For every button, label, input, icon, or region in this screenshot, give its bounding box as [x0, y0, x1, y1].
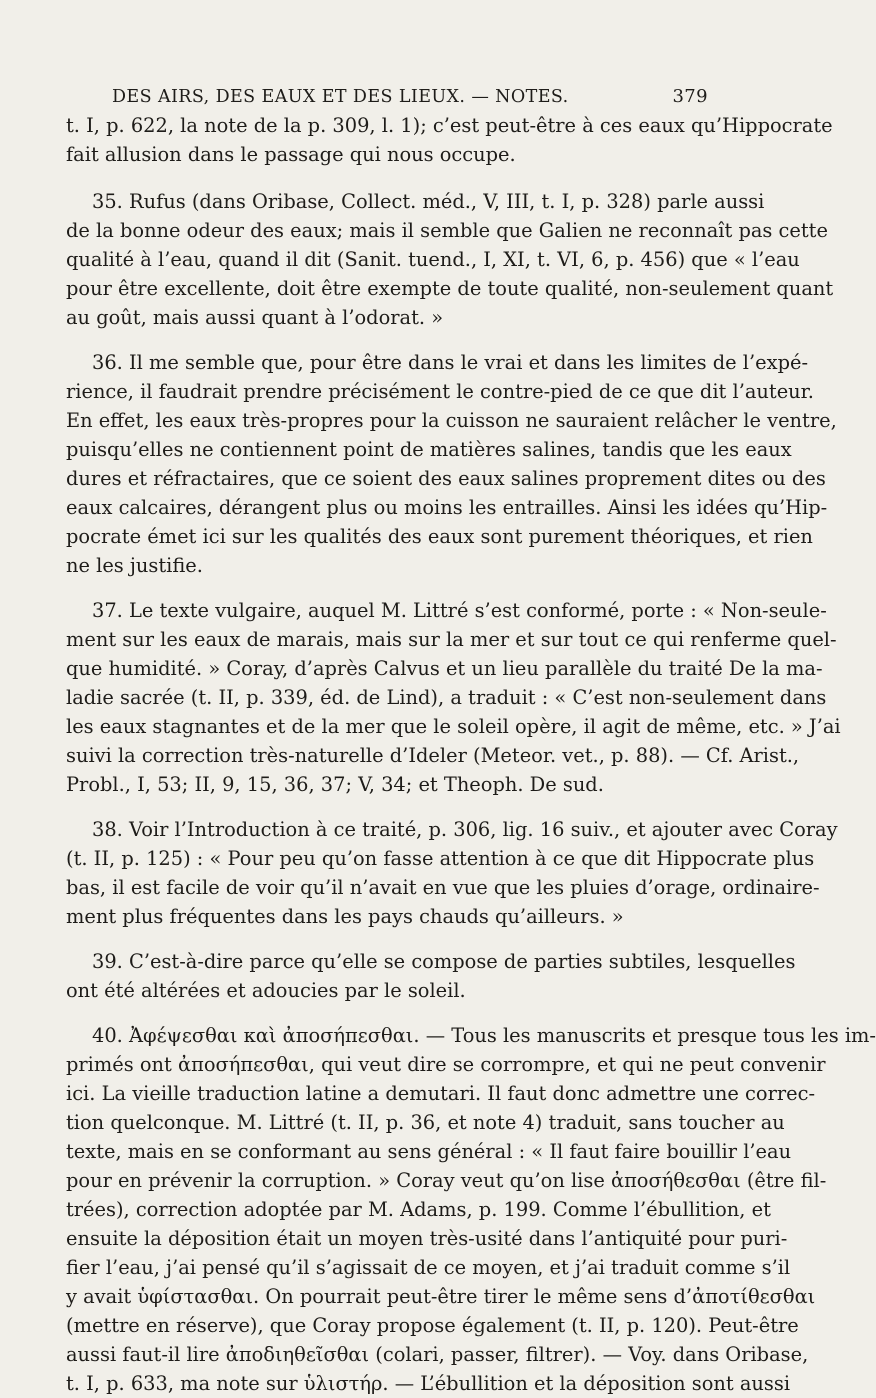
text-line: fait allusion dans le passage qui nous occupe.	[66, 143, 516, 166]
text-line: (mettre en réserve), que Coray propose également (t. II, p. 120). Peut-être	[66, 1314, 799, 1337]
text-line: rience, il faudrait prendre précisément le contre-pied de ce que dit l’auteur.	[66, 380, 814, 403]
text-line: tion quelconque. M. Littré (t. II, p. 36, et note 4) traduit, sans toucher au	[66, 1111, 785, 1134]
text-line: 37. Le texte vulgaire, auquel M. Littré s’est conformé, porte : « Non-seule-	[92, 599, 827, 622]
text-line: 38. Voir l’Introduction à ce traité, p. 306, lig. 16 suiv., et ajouter avec Coray	[92, 818, 838, 841]
text-line: dures et réfractaires, que ce soient des eaux salines proprement dites ou des	[66, 467, 826, 490]
text-line: Probl., I, 53; II, 9, 15, 36, 37; V, 34; et Theoph. De sud.	[66, 773, 604, 796]
text-line: eaux calcaires, dérangent plus ou moins les entrailles. Ainsi les idées qu’Hip-	[66, 496, 828, 519]
text-line: pour en prévenir la corruption. » Coray veut qu’on lise ἀποσήθεσθαι (être fil-	[66, 1169, 827, 1192]
text-line: aussi faut-il lire ἀποδιηθεῖσθαι (colari, passer, filtrer). — Voy. dans Oribase,	[66, 1343, 809, 1366]
note-paragraph	[66, 596, 841, 799]
text-line: ont été altérées et adoucies par le soleil.	[66, 979, 466, 1002]
text-line: ensuite la déposition était un moyen très-usité dans l’antiquité pour puri-	[66, 1227, 788, 1250]
note-paragraph	[66, 815, 838, 931]
text-line: En effet, les eaux très-propres pour la cuisson ne sauraient relâcher le ventre,	[66, 409, 837, 432]
text-line: trées), correction adoptée par M. Adams, p. 199. Comme l’ébullition, et	[66, 1198, 771, 1221]
page-number: 379	[672, 86, 708, 107]
text-line: fier l’eau, j’ai pensé qu’il s’agissait de ce moyen, et j’ai traduit comme s’il	[66, 1256, 791, 1279]
text-line: ment plus fréquentes dans les pays chauds qu’ailleurs. »	[66, 905, 624, 928]
running-header	[112, 86, 708, 107]
text-line: qualité à l’eau, quand il dit (Sanit. tuend., I, XI, t. VI, 6, p. 456) que « l’eau	[66, 248, 800, 271]
text-line: 39. C’est-à-dire parce qu’elle se compose de parties subtiles, lesquelles	[92, 950, 796, 973]
text-line: 40. Ἀφέψεσθαι καὶ ἀποσήπεσθαι. — Tous les manuscrits et presque tous les im-	[92, 1024, 876, 1047]
text-line: pocrate émet ici sur les qualités des eaux sont purement théoriques, et rien	[66, 525, 813, 548]
note-paragraph	[66, 348, 837, 580]
text-line: les eaux stagnantes et de la mer que le soleil opère, il agit de même, etc. » J’ai	[66, 715, 841, 738]
text-line: au goût, mais aussi quant à l’odorat. »	[66, 306, 444, 329]
text-line: 36. Il me semble que, pour être dans le vrai et dans les limites de l’expé-	[92, 351, 809, 374]
text-line: bas, il est facile de voir qu’il n’avait en vue que les pluies d’orage, ordinaire-	[66, 876, 820, 899]
text-line: ladie sacrée (t. II, p. 339, éd. de Lind), a traduit : « C’est non-seulement dans	[66, 686, 827, 709]
text-line: primés ont ἀποσήπεσθαι, qui veut dire se corrompre, et qui ne peut convenir	[66, 1053, 826, 1076]
text-line: ne les justifie.	[66, 554, 203, 577]
text-line: texte, mais en se conformant au sens général : « Il faut faire bouillir l’eau	[66, 1140, 792, 1163]
running-title: DES AIRS, DES EAUX ET DES LIEUX. — NOTES.	[112, 87, 569, 107]
text-line: y avait ὑφίστασθαι. On pourrait peut-être tirer le même sens d’ἀποτίθεσθαι	[66, 1285, 816, 1308]
body-text	[66, 111, 876, 1398]
text-line: puisqu’elles ne contiennent point de matières salines, tandis que les eaux	[66, 438, 792, 461]
note-paragraph	[66, 1021, 876, 1398]
text-line: ici. La vieille traduction latine a demutari. Il faut donc admettre une correc-	[66, 1082, 816, 1105]
text-line: pour être excellente, doit être exempte de toute qualité, non-seulement quant	[66, 277, 834, 300]
text-line: de la bonne odeur des eaux; mais il semble que Galien ne reconnaît pas cette	[66, 219, 828, 242]
text-line: 35. Rufus (dans Oribase, Collect. méd., V, III, t. I, p. 328) parle aussi	[92, 190, 765, 213]
text-line: ment sur les eaux de marais, mais sur la mer et sur tout ce qui renferme quel-	[66, 628, 837, 651]
text-line: (t. II, p. 125) : « Pour peu qu’on fasse attention à ce que dit Hippocrate plus	[66, 847, 815, 870]
text-line: que humidité. » Coray, d’après Calvus et un lieu parallèle du traité De la ma-	[66, 657, 823, 680]
note-paragraph	[66, 947, 796, 1005]
continued-paragraph	[66, 111, 833, 169]
text-line: t. I, p. 622, la note de la p. 309, l. 1); c’est peut-être à ces eaux qu’Hippocrate	[66, 114, 833, 137]
text-line: suivi la correction très-naturelle d’Ideler (Meteor. vet., p. 88). — Cf. Arist.,	[66, 744, 800, 767]
text-line: t. I, p. 633, ma note sur ὑλιστήρ. — L’ébullition et la déposition sont aussi	[66, 1372, 791, 1395]
note-paragraph	[66, 187, 834, 332]
